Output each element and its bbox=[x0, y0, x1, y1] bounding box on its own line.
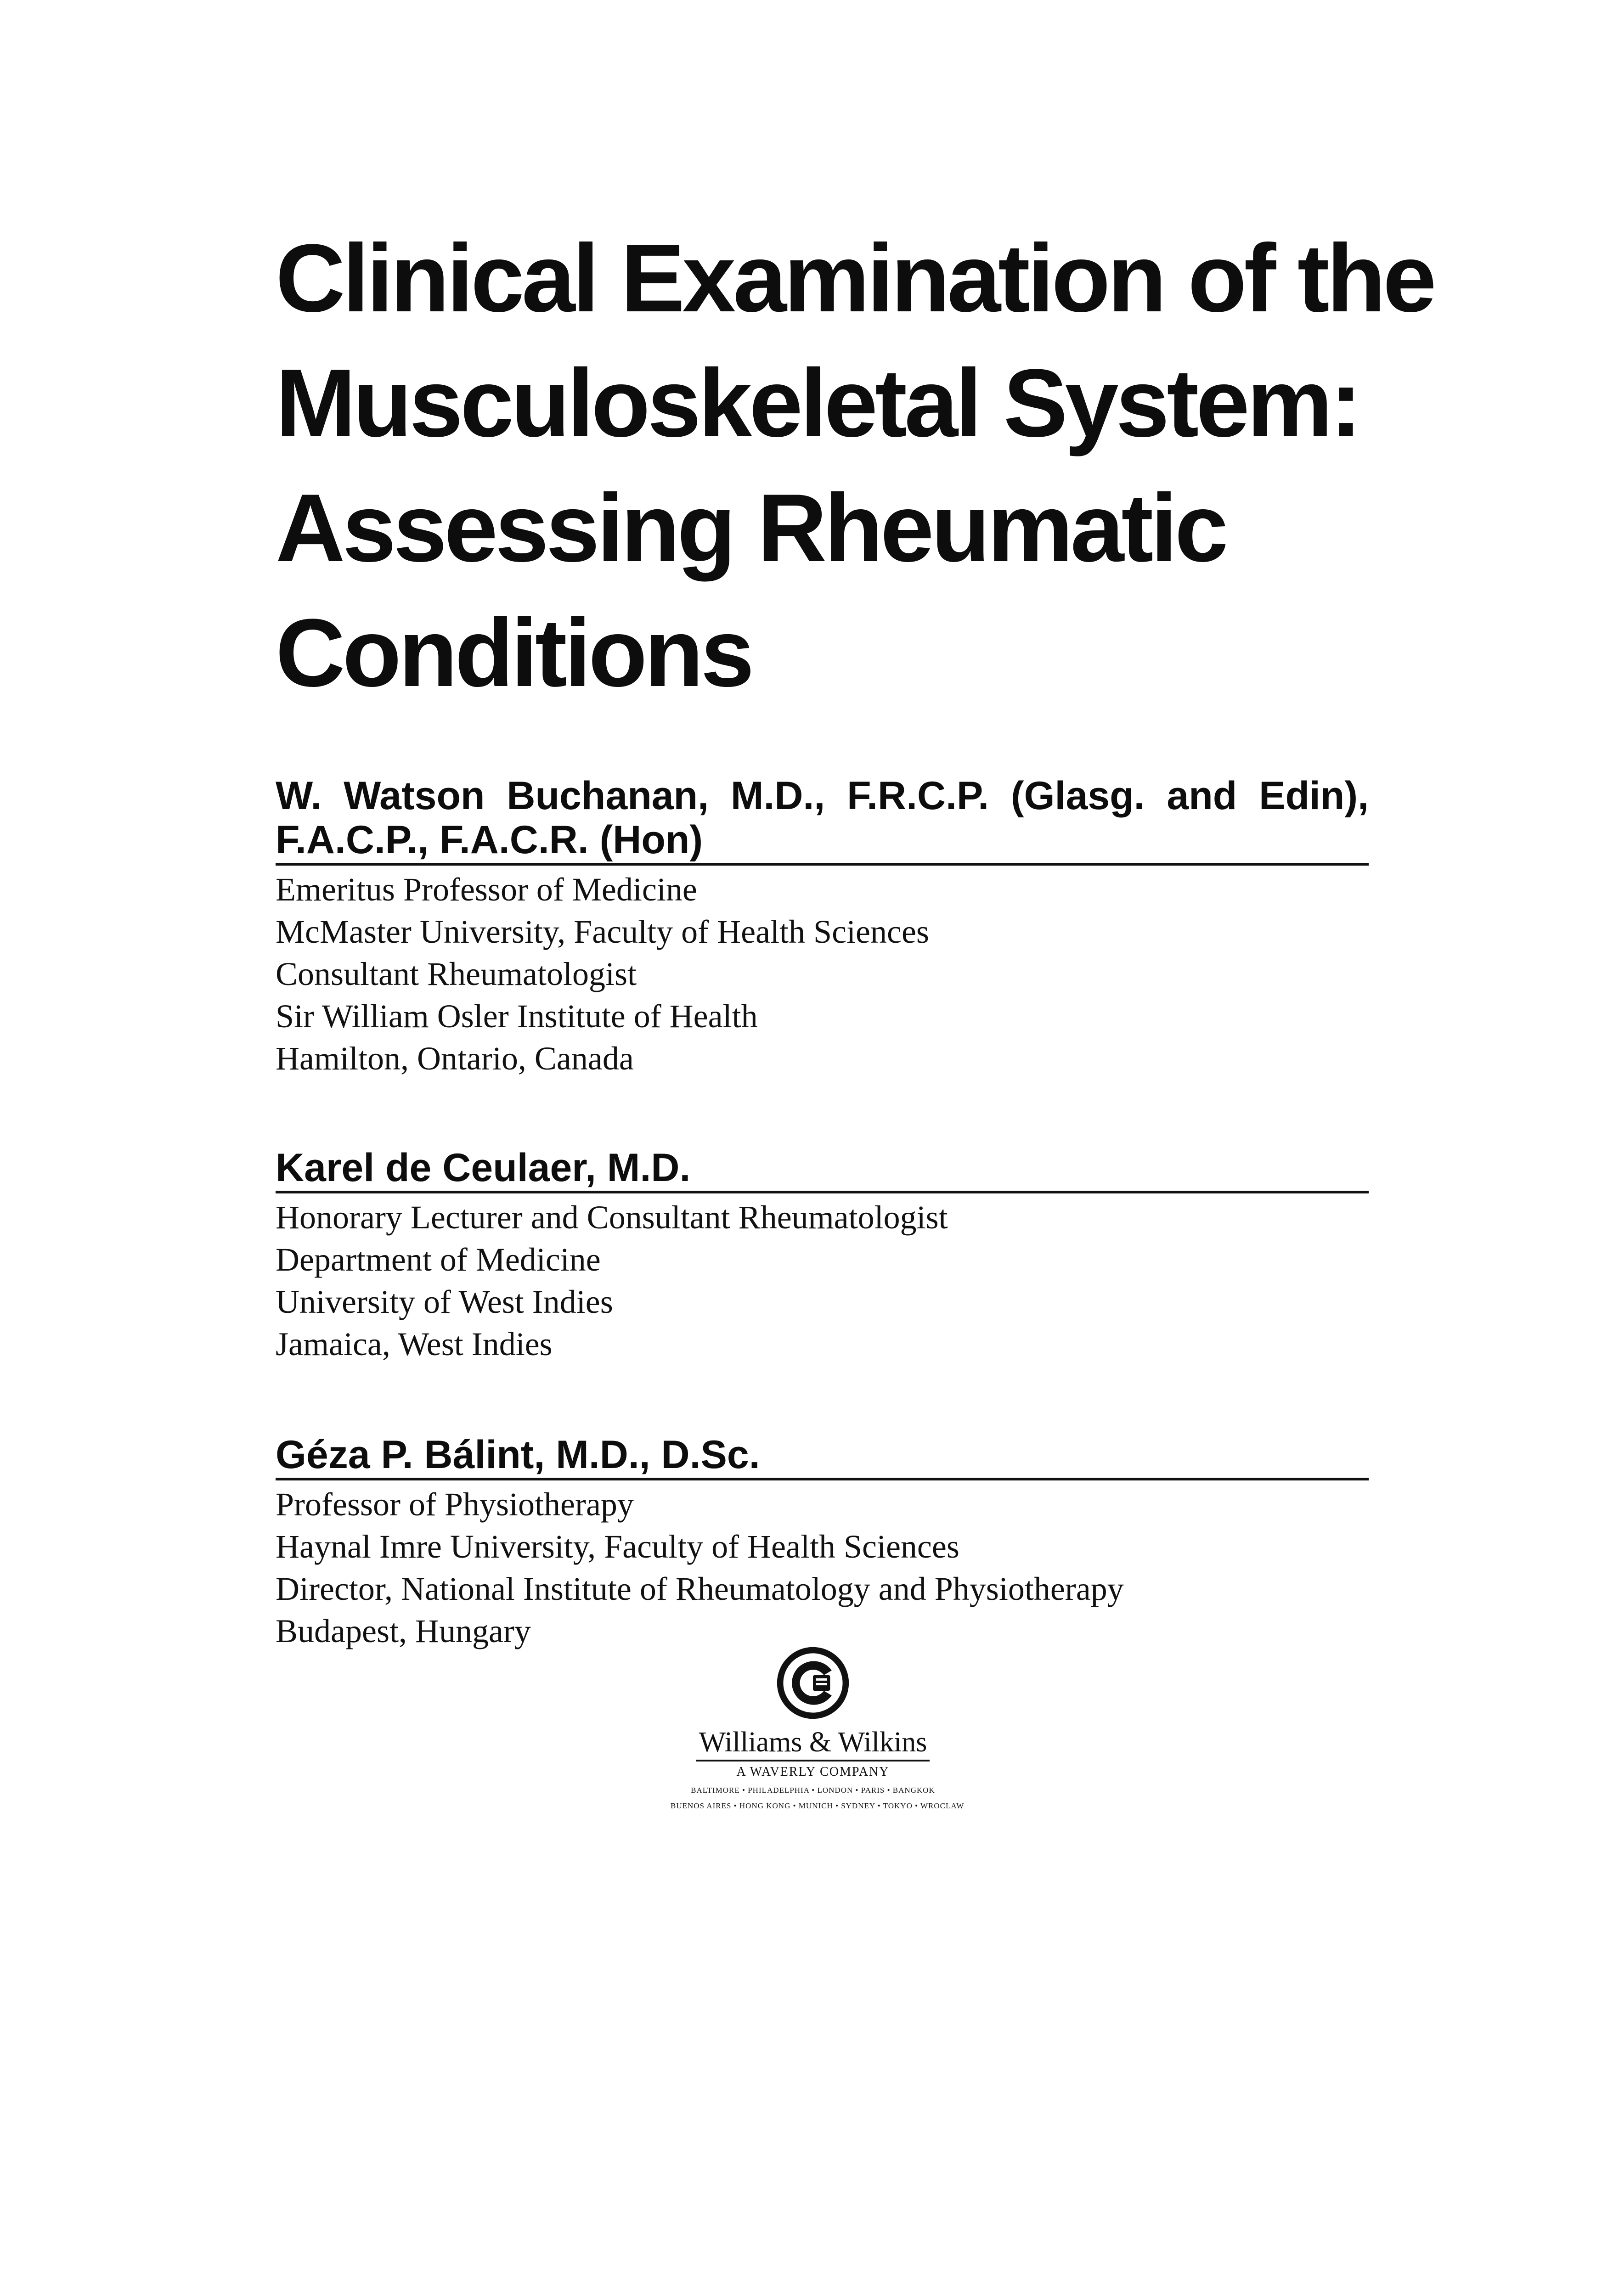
author-name-word: Buchanan, bbox=[507, 774, 709, 818]
author-name-line-2: F.A.C.P., F.A.C.R. (Hon) bbox=[276, 818, 703, 862]
affiliation-line: Haynal Imre University, Faculty of Health Sciences bbox=[276, 1528, 959, 1565]
author-name-line-1 bbox=[276, 774, 1369, 818]
author-name-word: Watson bbox=[344, 774, 485, 818]
author-block-buchanan bbox=[276, 774, 1369, 1080]
author-name bbox=[276, 774, 1369, 866]
author-name-word: (Glasg. bbox=[1011, 774, 1145, 818]
author-name bbox=[276, 1433, 1369, 1480]
affiliation-line: Jamaica, West Indies bbox=[276, 1326, 553, 1362]
affiliation-line: Consultant Rheumatologist bbox=[276, 956, 637, 992]
affiliation-line: Sir William Osler Institute of Health bbox=[276, 998, 758, 1035]
book-title bbox=[276, 216, 1434, 715]
affiliation-line: Hamilton, Ontario, Canada bbox=[276, 1040, 634, 1077]
author-name-line-1: Géza P. Bálint, M.D., D.Sc. bbox=[276, 1433, 760, 1477]
book-title-line: Conditions bbox=[276, 599, 752, 707]
author-name-word: W. bbox=[276, 774, 322, 818]
author-name-line-1: Karel de Ceulaer, M.D. bbox=[276, 1146, 691, 1190]
publisher-cities-line: BUENOS AIRES • HONG KONG • MUNICH • SYDNEY • TOKYO • WROCLAW bbox=[671, 1801, 965, 1810]
author-affiliation bbox=[276, 1196, 1369, 1365]
publisher-imprint bbox=[671, 1644, 965, 1812]
affiliation-line: University of West Indies bbox=[276, 1283, 613, 1320]
author-name-word: and bbox=[1167, 774, 1237, 818]
book-title-line: Assessing Rheumatic bbox=[276, 474, 1226, 582]
book-title-line: Clinical Examination of the bbox=[276, 224, 1434, 332]
williams-wilkins-logo-icon bbox=[774, 1644, 852, 1722]
publisher-cities-line: BALTIMORE • PHILADELPHIA • LONDON • PARIS • BANGKOK bbox=[691, 1786, 935, 1795]
author-name-word: F.R.C.P. bbox=[847, 774, 989, 818]
publisher-name: Williams & Wilkins bbox=[696, 1726, 930, 1761]
affiliation-line: Honorary Lecturer and Consultant Rheumatologist bbox=[276, 1199, 948, 1236]
affiliation-line: Budapest, Hungary bbox=[276, 1613, 531, 1649]
publisher-subtitle: A WAVERLY COMPANY bbox=[736, 1765, 890, 1779]
affiliation-line: Professor of Physiotherapy bbox=[276, 1486, 634, 1523]
author-affiliation bbox=[276, 868, 1369, 1080]
author-name-word: M.D., bbox=[730, 774, 825, 818]
affiliation-line: McMaster University, Faculty of Health Sciences bbox=[276, 913, 929, 950]
author-name-word: Edin), bbox=[1259, 774, 1369, 818]
affiliation-line: Emeritus Professor of Medicine bbox=[276, 871, 697, 908]
author-name bbox=[276, 1146, 1369, 1193]
author-block-balint bbox=[276, 1433, 1369, 1652]
author-block-de-ceulaer bbox=[276, 1146, 1369, 1365]
affiliation-line: Director, National Institute of Rheumatology and Physiotherapy bbox=[276, 1570, 1124, 1607]
author-affiliation bbox=[276, 1483, 1369, 1652]
book-title-line: Musculoskeletal System: bbox=[276, 349, 1359, 457]
affiliation-line: Department of Medicine bbox=[276, 1241, 601, 1278]
